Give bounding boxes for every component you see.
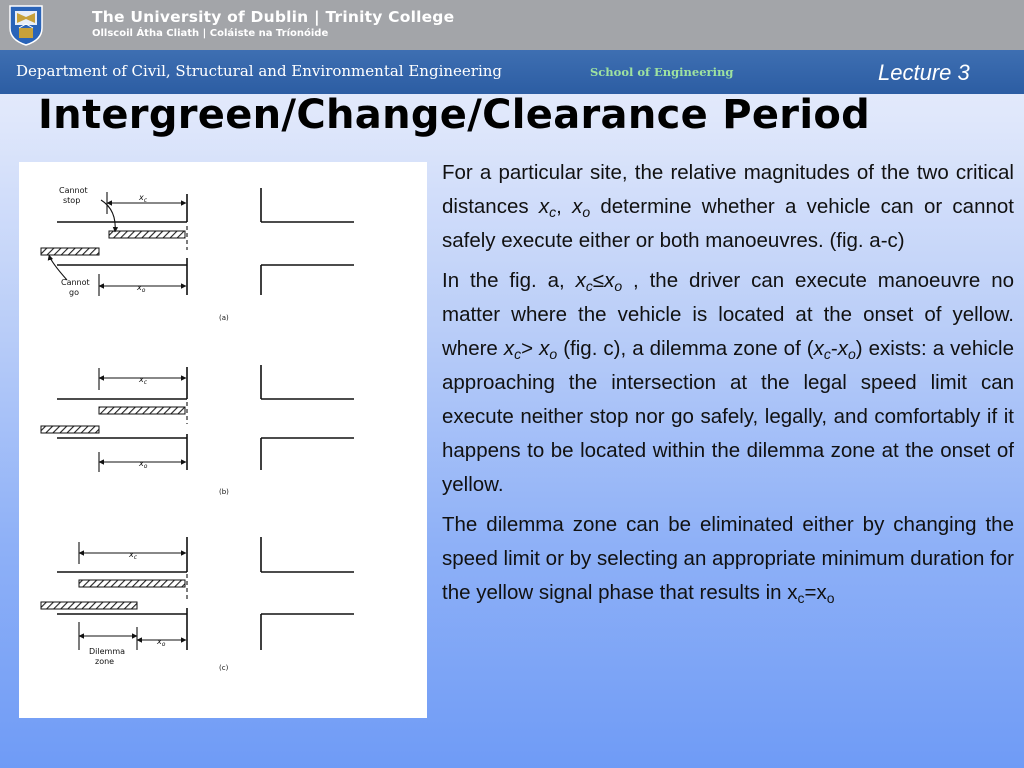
dilemma-zone-figure (19, 162, 427, 718)
cannot-stop-label-2: stop (63, 196, 81, 205)
p1-text-b: determine whether a vehicle can or cannot safely execute either or both manoeuvres. (fig. a-c) (442, 195, 1014, 252)
p2-var-5: x (813, 337, 824, 360)
department-name: Department of Civil, Structural and Environmental Engineering (16, 62, 503, 80)
xc-label-a: $x_c$ (139, 193, 148, 204)
p2-sub-2: o (614, 278, 623, 294)
p2-sub-6: o (847, 346, 856, 362)
p2-dash: - (830, 337, 838, 360)
paragraph-3 (442, 508, 1014, 610)
p1-xc-var: x (538, 195, 550, 218)
cannot-go-label-2: go (69, 288, 79, 297)
p1-xo-sub: o (582, 204, 591, 220)
department-bar (0, 50, 1024, 94)
xo-label-a: $x_o$ (137, 283, 146, 294)
p2-text-a: In the fig. a, (442, 269, 576, 292)
body-text (442, 156, 1014, 616)
university-header-bar (0, 0, 1024, 50)
xc-label-c: $x_c$ (129, 550, 138, 561)
p2-var-6: x (837, 337, 848, 360)
p2-sub-3: c (514, 346, 522, 362)
p1-text-a: For a particular site, the relative magnitudes of the two critical distances (442, 161, 1014, 218)
slide-title: Intergreen/Change/Clearance Period (38, 92, 871, 138)
p3-eq: =x (804, 581, 827, 604)
xo-label-b: $x_o$ (139, 459, 148, 470)
p2-sub-5: c (823, 346, 831, 362)
paragraph-2 (442, 264, 1014, 502)
dilemma-zone-label-2: zone (95, 657, 115, 666)
p2-var-4: x (539, 337, 550, 360)
cannot-go-label-1: Cannot (61, 278, 90, 287)
p1-xo-var: x (572, 195, 583, 218)
lecture-label: Lecture 3 (878, 60, 970, 85)
p2-var-3: x (503, 337, 515, 360)
p2-sub-4: o (549, 346, 558, 362)
p3-sub-1: c (797, 590, 805, 606)
paragraph-1 (442, 156, 1014, 258)
p2-var-2: x (604, 269, 615, 292)
cannot-stop-label-1: Cannot (59, 186, 88, 195)
university-name-irish: Ollscoil Átha Cliath | Coláiste na Tríonóide (92, 28, 329, 39)
p3-text-a: The dilemma zone can be eliminated either by changing the speed limit or by selecting an appropriate minimum duration for the yellow signal phase that results in x (442, 513, 1014, 604)
xo-label-c: $x_o$ (157, 637, 166, 648)
school-name: School of Engineering (590, 65, 734, 79)
p2-sub-1: c (585, 278, 593, 294)
caption-a: (a) (219, 314, 229, 322)
xc-label-b: $x_c$ (139, 375, 148, 386)
dilemma-zone-label-1: Dilemma (89, 647, 126, 656)
p2-text-c: (fig. c), a dilemma zone of ( (557, 337, 814, 360)
caption-c: (c) (219, 664, 229, 672)
p3-sub-2: o (826, 590, 835, 606)
p1-comma: , (556, 195, 573, 218)
university-name: The University of Dublin | Trinity College (92, 8, 455, 26)
p2-le: ≤ (592, 269, 605, 292)
p2-gt: > (521, 337, 540, 360)
p2-text-d: ) exists: a vehicle approaching the intersection at the legal speed limit can execute neither stop nor go safely, legally, and comfortably if it happens to be located within the dilemma zone at the onset of yellow. (442, 337, 1014, 496)
caption-b: (b) (219, 488, 229, 496)
figure-background (19, 162, 427, 718)
p2-text-b: , the driver can execute manoeuvre no matter where the vehicle is located at the onset of yellow. where (442, 269, 1014, 360)
p1-xc-sub: c (549, 204, 557, 220)
trinity-crest-icon (8, 4, 44, 46)
p2-var-1: x (575, 269, 586, 292)
